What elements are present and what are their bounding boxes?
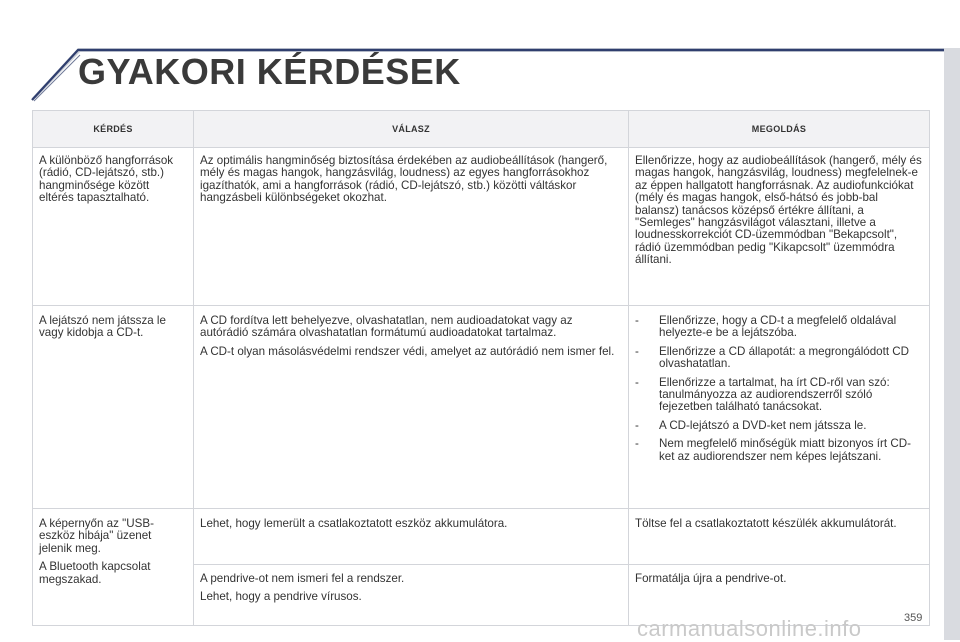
side-strip bbox=[944, 48, 960, 640]
solution-list bbox=[635, 315, 923, 463]
header-answer: VÁLASZ bbox=[194, 111, 629, 148]
dash: - bbox=[635, 344, 639, 358]
question-text: A különböző hangforrások (rádió, CD-lejátszó, stb.) hangminősége között eltérés tapasztalható. bbox=[39, 154, 174, 205]
solution-text: Formatálja újra a pendrive-ot. bbox=[635, 572, 787, 585]
answer-cell bbox=[194, 509, 629, 565]
solution-cell bbox=[629, 306, 930, 509]
answer-text: A CD fordítva lett behelyezve, olvashatatlan, nem audioadatokat vagy az autórádió számára olvashatatlan formátumú audioadatokat tartalmaz. bbox=[200, 314, 573, 340]
solution-text: Ellenőrizze, hogy az audiobeállítások (hangerő, mély és magas hangok, hangzásvilág, loudness) megfelelnek-e az éppen hallgatott hangforrásnak. Az audiofunkciókat (mély és magas hangok, első-hátsó és jobb-bal balansz) tanácsos középső értékre állítani, a "Semleges" hangzásvilágot választani, illetve a loudnesskorrekciót CD-üzemmódban "Bekapcsolt", rádió üzemmódban pedig "Kikapcsolt" üzemmódra állítani. bbox=[635, 154, 922, 267]
answer-cell bbox=[194, 148, 629, 306]
table-row bbox=[33, 306, 930, 509]
page-number: 359 bbox=[904, 612, 923, 624]
answer-text: Az optimális hangminőség biztosítása érdekében az audiobeállítások (hangerő, mély és magas hangok, hangzásvilág, loudness) az egyes hangforrásokhoz igazíthatók, ami a hangforrások (rádió, CD-lejátszó, stb.) közötti váltáskor hangzásbeli különbségeket okozhat. bbox=[200, 154, 608, 205]
answer-cell bbox=[194, 306, 629, 509]
dash: - bbox=[635, 437, 639, 451]
solution-text: Töltse fel a csatlakoztatott készülék akkumulátorát. bbox=[635, 517, 897, 530]
page-title: GYAKORI KÉRDÉSEK bbox=[78, 51, 461, 92]
answer-text: Lehet, hogy a pendrive vírusos. bbox=[200, 590, 362, 604]
question-text: A lejátszó nem játssza le vagy kidobja a CD-t. bbox=[39, 314, 166, 340]
answer-text: Lehet, hogy lemerült a csatlakoztatott eszköz akkumulátora. bbox=[200, 517, 508, 530]
header-question: KÉRDÉS bbox=[33, 111, 194, 148]
question-text: A Bluetooth kapcsolat megszakad. bbox=[39, 560, 151, 586]
list-item: - A CD-lejátszó a DVD-ket nem játssza le. bbox=[635, 418, 867, 432]
answer-text: A CD-t olyan másolásvédelmi rendszer védi, amelyet az autórádió nem ismer fel. bbox=[200, 344, 615, 358]
dash: - bbox=[635, 375, 639, 389]
list-item: - Ellenőrizze, hogy a CD-t a megfelelő oldalával helyezte-e be a lejátszóba. bbox=[635, 314, 897, 340]
faq-table bbox=[32, 110, 930, 626]
list-item: - Nem megfelelő minőségük miatt bizonyos írt CD-ket az audiorendszer nem képes lejátszani. bbox=[635, 437, 911, 463]
answer-text: A pendrive-ot nem ismeri fel a rendszer. bbox=[200, 572, 405, 585]
question-cell bbox=[33, 509, 194, 626]
table-row bbox=[33, 148, 930, 306]
solution-cell bbox=[629, 509, 930, 565]
answer-cell bbox=[194, 565, 629, 626]
header-solution: MEGOLDÁS bbox=[629, 111, 930, 148]
table-header-row bbox=[33, 111, 930, 148]
list-item: - Ellenőrizze a CD állapotát: a megrongálódott CD olvashatatlan. bbox=[635, 344, 910, 371]
dash: - bbox=[635, 314, 639, 327]
question-cell bbox=[33, 306, 194, 509]
dash: - bbox=[635, 418, 639, 432]
list-item: - Ellenőrizze a tartalmat, ha írt CD-ről van szó: tanulmányozza az audiorendszerről szóló fejezetben található tanácsokat. bbox=[635, 375, 890, 414]
question-text: A képernyőn az "USB-eszköz hibája" üzenet jelenik meg. bbox=[39, 517, 154, 555]
question-cell bbox=[33, 148, 194, 306]
solution-cell bbox=[629, 148, 930, 306]
table-row bbox=[33, 509, 930, 565]
watermark: carmanualsonline.info bbox=[637, 616, 862, 641]
